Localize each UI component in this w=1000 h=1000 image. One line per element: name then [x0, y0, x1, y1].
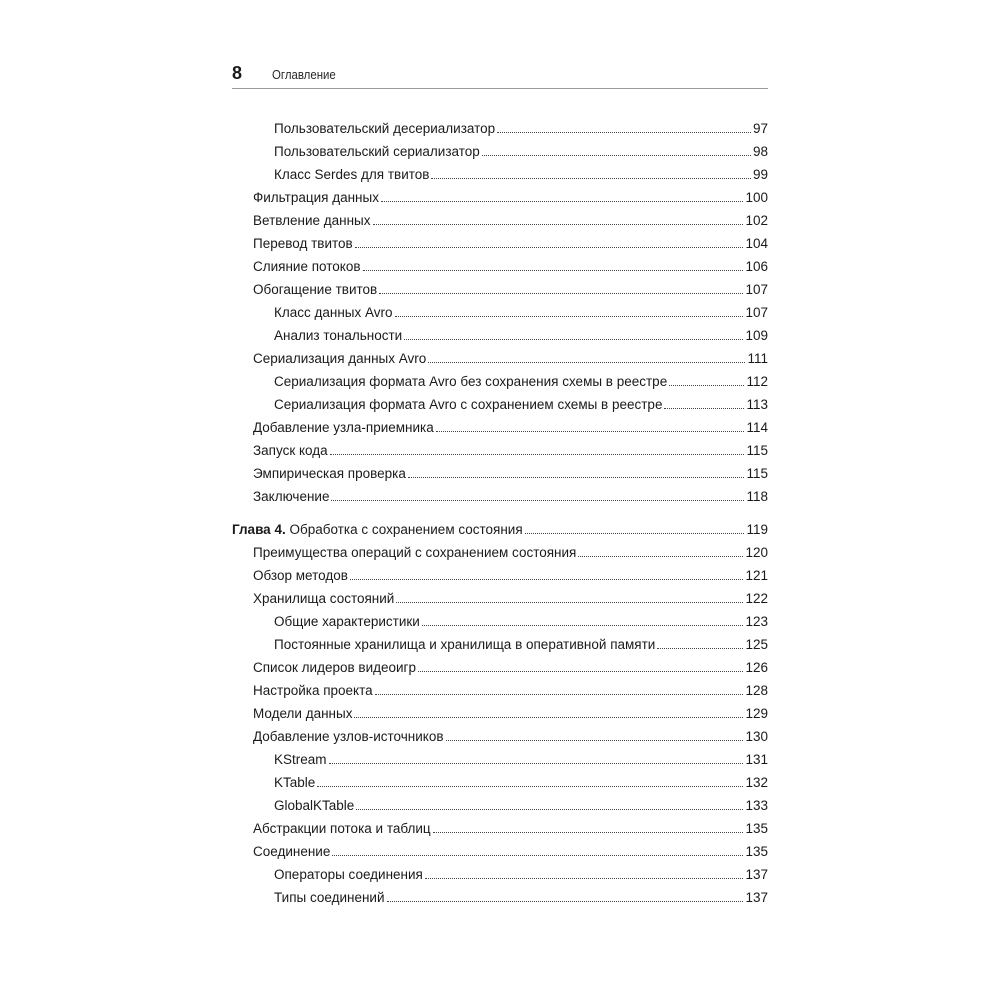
toc-entry [274, 394, 768, 414]
entry-title-text: Абстракции потока и таблиц [253, 821, 431, 836]
dot-leader [497, 132, 751, 133]
toc-entry [253, 542, 768, 562]
toc-entry [253, 417, 768, 437]
toc-entry-page: 115 [746, 443, 768, 458]
dot-leader [396, 602, 743, 603]
toc-entry-page: 122 [745, 591, 768, 606]
entry-title-text: Запуск кода [253, 443, 328, 458]
toc-entry-title [274, 304, 393, 322]
entry-title-text: Обогащение твитов [253, 282, 378, 297]
toc-entry [274, 325, 768, 345]
entry-title-text: Добавление узлов-источников [253, 729, 444, 744]
toc-entry-title [232, 521, 523, 539]
toc-entry-page: 98 [752, 144, 768, 159]
toc-entry-page: 132 [745, 775, 768, 790]
toc-entry-title [274, 143, 480, 161]
toc-entry-page: 106 [745, 259, 768, 274]
entry-title-text: Ветвление данных [253, 213, 371, 228]
toc-entry-page: 135 [745, 821, 768, 836]
toc-entry-title [253, 419, 434, 437]
toc-entry-title [274, 797, 354, 815]
dot-leader [329, 763, 744, 764]
dot-leader [356, 809, 743, 810]
entry-title-text: Класс данных Avro [274, 305, 393, 320]
dot-leader [578, 556, 743, 557]
toc-entry [253, 486, 768, 506]
dot-leader [381, 201, 744, 202]
entry-title-text: Перевод твитов [253, 236, 353, 251]
toc-entry-page: 135 [745, 844, 768, 859]
chapter-label: Глава 4. [232, 522, 286, 537]
toc-entry-page: 129 [745, 706, 768, 721]
dot-leader [363, 270, 744, 271]
dot-leader [404, 339, 743, 340]
toc-entry-page: 126 [745, 660, 768, 675]
toc-entry-title [253, 189, 379, 207]
toc-entry [253, 588, 768, 608]
toc-entry-page: 121 [745, 568, 768, 583]
toc-entry [253, 348, 768, 368]
toc-entry-title [253, 659, 416, 677]
entry-title-text: Пользовательский десериализатор [274, 121, 496, 136]
toc-entry-page: 112 [746, 374, 768, 389]
toc-entry-title [253, 567, 348, 585]
dot-leader [433, 832, 744, 833]
toc-entry [274, 611, 768, 631]
entry-title-text: Обзор методов [253, 568, 348, 583]
entry-title-text: Постоянные хранилища и хранилища в оперативной памяти [274, 637, 656, 652]
entry-title-text: Модели данных [253, 706, 353, 721]
entry-title-text: Добавление узла-приемника [253, 420, 434, 435]
toc-entry-page: 107 [745, 305, 768, 320]
toc-entry-page: 128 [745, 683, 768, 698]
dot-leader [446, 740, 744, 741]
toc-entry [253, 187, 768, 207]
toc-entry-page: 107 [745, 282, 768, 297]
dot-leader [373, 224, 744, 225]
toc-entry-title [274, 774, 315, 792]
toc-entry [274, 118, 768, 138]
dot-leader [408, 477, 745, 478]
running-title: Оглавление [272, 67, 336, 82]
toc-entry [253, 440, 768, 460]
entry-title-text: Слияние потоков [253, 259, 361, 274]
toc-entry-page: 113 [746, 397, 768, 412]
dot-leader [395, 316, 744, 317]
entry-title-text: Типы соединений [274, 890, 385, 905]
toc-entry-page: 133 [745, 798, 768, 813]
toc-entry-title [274, 866, 423, 884]
entry-title-text: Фильтрация данных [253, 190, 379, 205]
toc-entry [253, 818, 768, 838]
toc-entry-title [253, 442, 328, 460]
dot-leader [375, 694, 744, 695]
entry-title-text: Хранилища состояний [253, 591, 395, 606]
toc-entry-page: 137 [745, 890, 768, 905]
entry-title-text: Сериализация формата Avro с сохранением схемы в реестре [274, 397, 663, 412]
toc-entry-page: 102 [745, 213, 768, 228]
toc-entry-page: 130 [745, 729, 768, 744]
entry-title-text: KTable [274, 775, 316, 790]
toc-entry-title [274, 396, 662, 414]
toc-entry-title [253, 281, 377, 299]
toc-entry [253, 680, 768, 700]
entry-title-text: Соединение [253, 844, 331, 859]
dot-leader [657, 648, 743, 649]
entry-title-text: KStream [274, 752, 327, 767]
dot-leader [317, 786, 743, 787]
toc-entry-page: 115 [746, 466, 768, 481]
dot-leader [482, 155, 751, 156]
toc-entry-title [274, 373, 667, 391]
page-number: 8 [232, 63, 243, 83]
toc-entry-title [253, 843, 330, 861]
toc-entry [274, 887, 768, 907]
entry-title-text: Класс Serdes для твитов [274, 167, 430, 182]
toc-entry [274, 141, 768, 161]
toc-entry [274, 634, 768, 654]
toc-entry-page: 118 [746, 489, 768, 504]
toc-entry-page: 99 [752, 167, 768, 182]
dot-leader [428, 362, 745, 363]
toc-entry-title [274, 120, 495, 138]
entry-title-text: Преимущества операций с сохранением состояния [253, 545, 577, 560]
dot-leader [664, 408, 744, 409]
dot-leader [525, 533, 745, 534]
toc-entry-title [253, 465, 406, 483]
toc-entry-title [253, 820, 431, 838]
toc-entry-title [274, 751, 327, 769]
toc-entry-page: 120 [745, 545, 768, 560]
entry-title-text: Операторы соединения [274, 867, 423, 882]
toc-entry-title [253, 705, 352, 723]
toc-entry-page: 125 [745, 637, 768, 652]
toc-entry-title [253, 682, 373, 700]
dot-leader [431, 178, 751, 179]
toc-entry [274, 864, 768, 884]
dot-leader [332, 855, 743, 856]
entry-title-text: Список лидеров видеоигр [253, 660, 416, 675]
entry-title-text: Сериализация данных Avro [253, 351, 427, 366]
dot-leader [355, 247, 744, 248]
toc-entry [253, 233, 768, 253]
toc-entry-title [253, 258, 361, 276]
toc-entry [274, 749, 768, 769]
dot-leader [387, 901, 744, 902]
toc-entry-page: 131 [745, 752, 768, 767]
entry-title-text: GlobalKTable [274, 798, 355, 813]
entry-title-text: Общие характеристики [274, 614, 420, 629]
dot-leader [669, 385, 744, 386]
toc-entry-title [253, 488, 329, 506]
dot-leader [350, 579, 744, 580]
dot-leader [418, 671, 743, 672]
toc-entry [274, 371, 768, 391]
toc-entry-page: 123 [745, 614, 768, 629]
dot-leader [425, 878, 744, 879]
toc-entry [253, 657, 768, 677]
toc-entry-title [274, 166, 429, 184]
toc-entry [274, 164, 768, 184]
toc-entry-page: 119 [746, 522, 768, 537]
toc-entry [253, 703, 768, 723]
toc-entry [274, 772, 768, 792]
entry-title-text: Пользовательский сериализатор [274, 144, 480, 159]
toc-entry-page: 114 [746, 420, 768, 435]
toc-entry [253, 463, 768, 483]
toc-entry-page: 97 [752, 121, 768, 136]
dot-leader [330, 454, 745, 455]
dot-leader [422, 625, 744, 626]
entry-title-text: Сериализация формата Avro без сохранения схемы в реестре [274, 374, 668, 389]
toc-entry-page: 100 [745, 190, 768, 205]
entry-title-text: Эмпирическая проверка [253, 466, 406, 481]
entry-title-text: Настройка проекта [253, 683, 373, 698]
toc-entry-title [274, 636, 655, 654]
dot-leader [354, 717, 743, 718]
toc-entry-title [253, 728, 444, 746]
toc-entry-page: 111 [747, 351, 768, 366]
toc-entry-page: 104 [745, 236, 768, 251]
entry-title-text: Анализ тональности [274, 328, 403, 343]
toc-entry [253, 841, 768, 861]
toc-entry-page: 137 [745, 867, 768, 882]
toc-entry-title [253, 350, 426, 368]
toc-entry [253, 726, 768, 746]
dot-leader [331, 500, 744, 501]
toc-entry [274, 795, 768, 815]
toc-entry-title [274, 327, 402, 345]
toc-entry-title [253, 212, 371, 230]
toc-entry [253, 256, 768, 276]
toc-entry [253, 279, 768, 299]
toc-entry-page: 109 [745, 328, 768, 343]
entry-title-text: Заключение [253, 489, 330, 504]
toc-entry [274, 302, 768, 322]
toc-entry-title [253, 544, 576, 562]
toc-entry [253, 210, 768, 230]
toc-entry-title [253, 235, 353, 253]
toc-entry-title [274, 613, 420, 631]
toc-chapter-entry [232, 519, 768, 539]
toc-entry-title [253, 590, 394, 608]
toc-entry [253, 565, 768, 585]
dot-leader [379, 293, 743, 294]
dot-leader [436, 431, 745, 432]
entry-title-text: Обработка с сохранением состояния [289, 522, 523, 537]
toc-entry-title [274, 889, 385, 907]
